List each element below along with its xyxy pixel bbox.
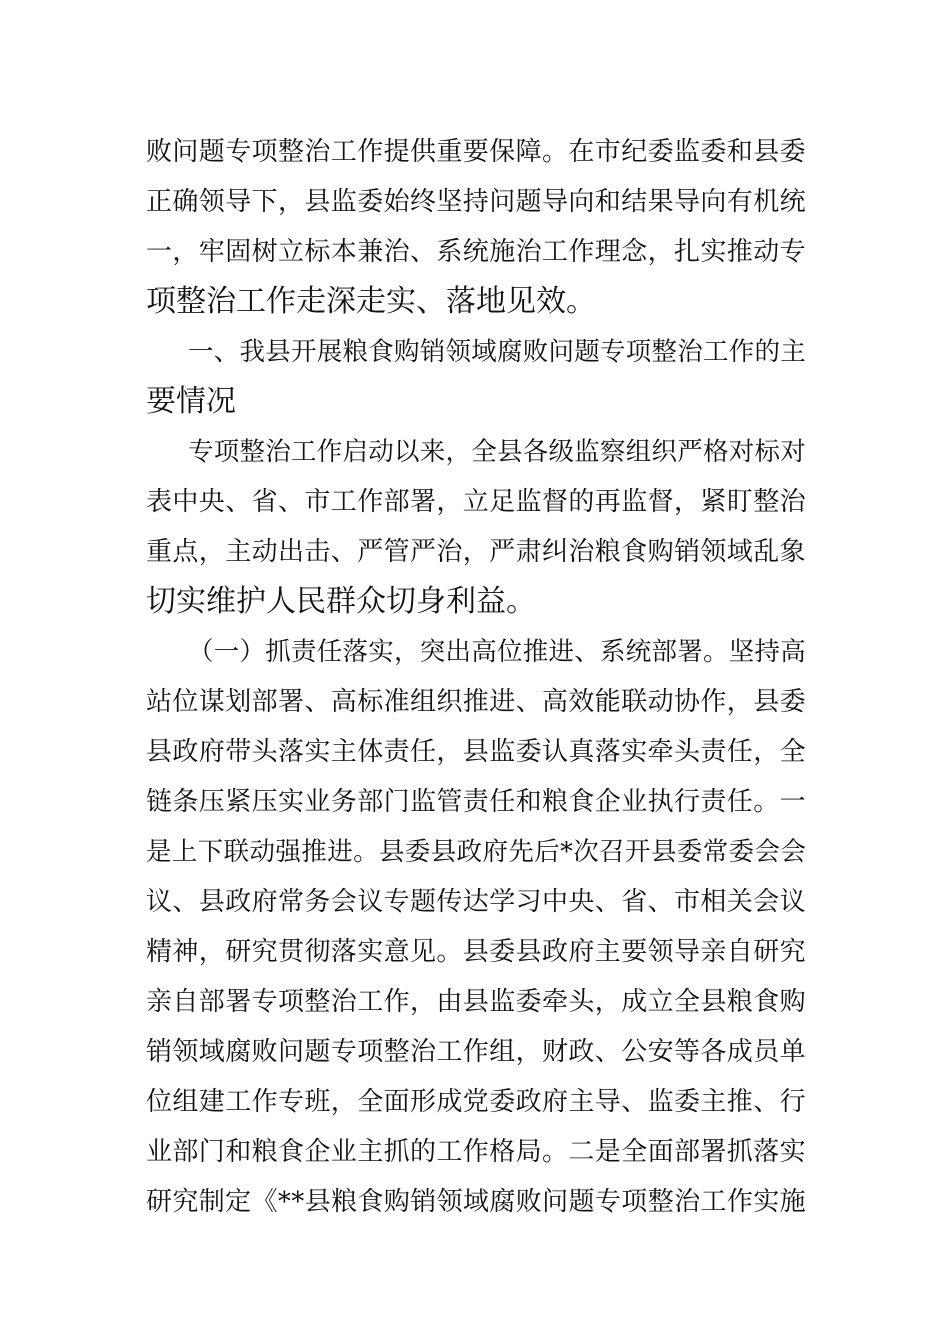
text-line-7: 专项整治工作启动以来，全县各级监察组织严格对标对 (188, 437, 807, 467)
text-line-14: 链条压紧压实业务部门监管责任和粮食企业执行责任。一 (146, 787, 807, 817)
text-line-10: 切实维护人民群众切身利益。 (146, 584, 536, 619)
text-line-1: 败问题专项整治工作提供重要保障。在市纪委监委和县委 (146, 137, 807, 167)
text-line-19: 销领域腐败问题专项整治工作组，财政、公安等各成员单 (146, 1037, 807, 1067)
text-line-13: 县政府带头落实主体责任，县监委认真落实牵头责任，全 (146, 737, 807, 767)
text-line-18: 亲自部署专项整治工作，由县监委牵头，成立全县粮食购 (146, 987, 807, 1017)
text-line-4: 项整治工作走深走实、落地见效。 (146, 284, 596, 319)
text-line-8: 表中央、省、市工作部署，立足监督的再监督，紧盯整治 (146, 487, 807, 517)
text-line-16: 议、县政府常务会议专题传达学习中央、省、市相关会议 (146, 887, 807, 917)
text-line-9: 重点，主动出击、严管严治，严肃纠治粮食购销领域乱象 (146, 537, 807, 567)
section-heading-line-2: 要情况 (146, 384, 236, 419)
text-line-2: 正确领导下，县监委始终坚持问题导向和结果导向有机统 (146, 187, 807, 217)
text-line-12: 站位谋划部署、高标准组织推进、高效能联动协作，县委 (146, 687, 807, 717)
text-line-17: 精神，研究贯彻落实意见。县委县政府主要领导亲自研究 (146, 937, 807, 967)
text-line-15: 是上下联动强推进。县委县政府先后*次召开县委常委会会 (146, 837, 807, 867)
subsection-heading-line: （一）抓责任落实，突出高位推进、系统部署。坚持高 (188, 637, 807, 667)
text-line-20: 位组建工作专班，全面形成党委政府主导、监委主推、行 (146, 1087, 807, 1117)
text-line-22: 研究制定《**县粮食购销领域腐败问题专项整治工作实施 (146, 1187, 807, 1217)
text-line-21: 业部门和粮食企业主抓的工作格局。二是全面部署抓落实 (146, 1137, 807, 1167)
section-heading-line-1: 一、我县开展粮食购销领域腐败问题专项整治工作的主 (188, 337, 807, 367)
text-line-3: 一，牢固树立标本兼治、系统施治工作理念，扎实推动专 (146, 237, 807, 267)
